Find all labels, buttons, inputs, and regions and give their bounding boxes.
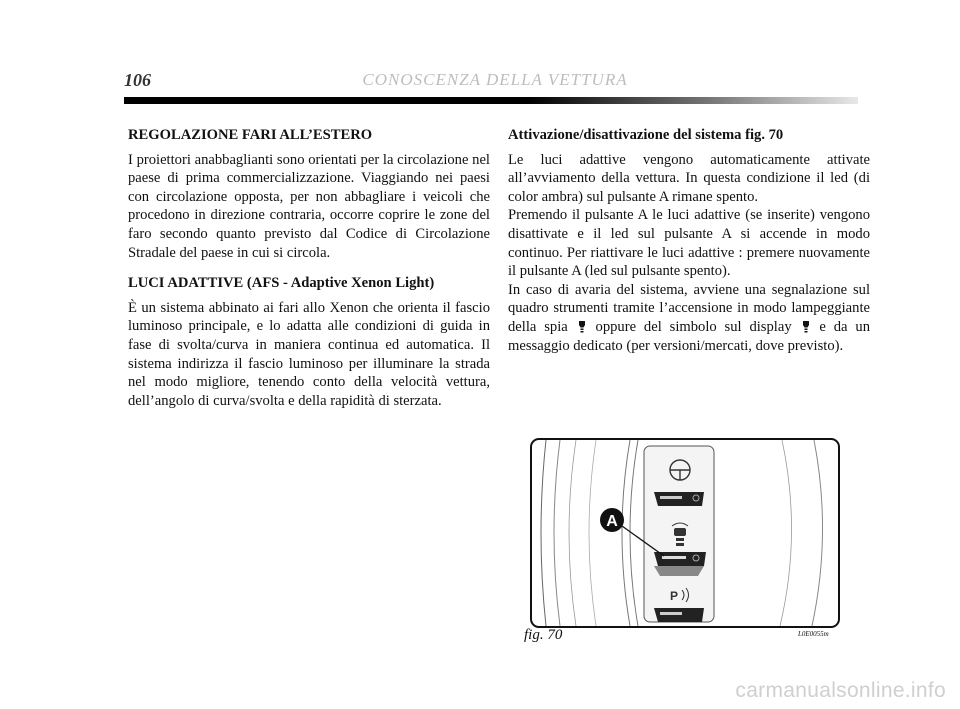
heading-luci-adattive: LUCI ADATTIVE (AFS - Adaptive Xenon Light) (128, 275, 435, 292)
paragraph-disattivazione: Premendo il pulsante A le luci adattive (se inserite) vengono disattivate e il led sul pulsante A si accende in modo continuo. Per riattivare le luci adattive : premere nuovamente il pulsante A (led sul pulsante spento). (508, 207, 870, 280)
heading-attivazione: Attivazione/disattivazione del sistema fig. 70 (508, 127, 784, 143)
afs-warning-lamp-icon (578, 320, 586, 333)
figure-caption: fig. 70 (524, 627, 563, 643)
figure-70-illustration (530, 438, 840, 628)
paragraph-attivazione: Le luci adattive vengono automaticamente attivate all’avviamento della vettura. In questa condizione il led (di color ambra) sul pulsante A rimane spento. (508, 151, 870, 205)
callout-a-label: A (606, 513, 618, 530)
heading-regolazione-fari: REGOLAZIONE FARI ALL’ESTERO (128, 127, 373, 143)
svg-text:P: P (670, 589, 679, 603)
watermark: carmanualsonline.info (735, 679, 946, 702)
dashboard-switch-panel-illustration (532, 440, 838, 626)
header-rule (124, 97, 858, 104)
paragraph-avaria (508, 281, 870, 355)
avaria-text-3: e da un messaggio dedicato (per versioni/mercati, dove previsto). (508, 318, 871, 354)
section-title: CONOSCENZA DELLA VETTURA (362, 70, 628, 89)
avaria-text-1: In caso di avaria del sistema, avviene una segnalazione sul quadro strumenti tramite l’accensione in modo lampeggiante della spia (508, 281, 870, 335)
figure-code: L0E0055m (798, 630, 829, 638)
left-column (128, 126, 490, 422)
right-column (508, 126, 870, 355)
paragraph-luci-adattive: È un sistema abbinato ai fari allo Xenon che orienta il fascio luminoso principale, e lo adatta alle condizioni di guida in fase di svolta/curva in maniera continua ed automatica. Il sistema indirizza il fascio luminoso per illuminare la strada nel modo migliore, tenendo conto della velocità vettura, dell’angolo di curva/svolta e della rapidità di sterzata. (128, 299, 490, 409)
paragraph-regolazione-fari: I proiettori anabbaglianti sono orientati per la circolazione nel paese di prima commercializzazione. Viaggiando nei paesi con circolazione opposta, per non abbagliare i veicoli che procedono in direzione contraria, occorre coprire le zone del faro secondo quanto previsto dal Codice di Circolazione Stradale del paese in cui si circola. (128, 151, 490, 261)
page-number: 106 (124, 70, 151, 90)
avaria-text-2: oppure del simbolo sul display (595, 318, 792, 335)
afs-display-symbol-icon (802, 320, 810, 333)
